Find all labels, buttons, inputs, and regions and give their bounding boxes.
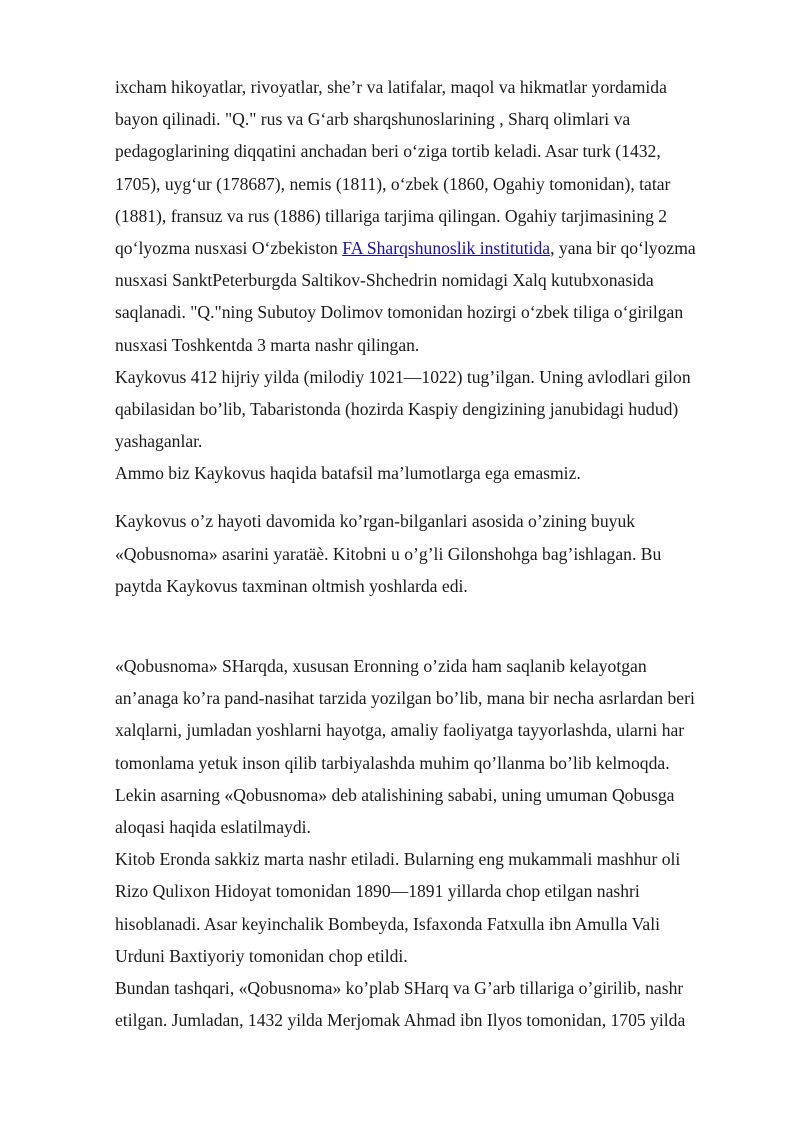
paragraph-qobusnoma-translations <box>115 71 740 361</box>
text-line: pedagoglarining diqqatini anchadan beri o‘ziga tortib keladi. Asar turk (1432, <box>115 141 661 162</box>
text-line: etilgan. Jumladan, 1432 yilda Merjomak Ahmad ibn Ilyos tomonidan, 1705 yilda <box>115 1010 686 1031</box>
text-line: ixcham hikoyatlar, rivoyatlar, she’r va latifalar, maqol va hikmatlar yordamida <box>115 77 667 97</box>
paragraph-qobusnoma-tradition <box>115 650 740 843</box>
text-line: Ammo biz Kaykovus haqida batafsil ma’lumotlarga ega emasmiz. <box>115 463 581 484</box>
text-line: tomonlama yetuk inson qilib tarbiyalashda muhim qo’llanma bo’lib kelmoqda. <box>115 752 670 773</box>
text-line: Kitob Eronda sakkiz marta nashr etiladi. Bularning eng mukammali mashhur oli <box>115 849 681 870</box>
text-line: saqlanadi. "Q."ning Subutoy Dolimov tomonidan hozirgi o‘zbek tiliga o‘girilgan <box>115 302 684 323</box>
text-line: Bundan tashqari, «Qobusnoma» ko’plab SHarq va G’arb tillariga o’girilib, nashr <box>115 977 684 998</box>
paragraph-other-translations <box>115 972 740 1036</box>
paragraph-kaykovus-life <box>115 505 740 602</box>
text-line: nusxasi SanktPeterburgda Saltikov-Shchedrin nomidagi Xalq kutubxonasida <box>115 270 654 291</box>
paragraph-iran-editions <box>115 843 740 972</box>
text-line: Kaykovus 412 hijriy yilda (milodiy 1021—1022) tug’ilgan. Uning avlodlari gilon <box>115 366 691 387</box>
text-line: bayon qilinadi. "Q." rus va G‘arb sharqshunoslarining , Sharq olimlari va <box>115 109 631 130</box>
text-line: Urduni Baxtiyoriy tomonidan chop etildi. <box>115 945 408 966</box>
text-line: Lekin asarning «Qobusnoma» deb atalishining sababi, uning umuman Qobusga <box>115 784 675 805</box>
text-line: xalqlarni, jumladan yoshlarni hayotga, amaliy faoliyatga tayyorlashda, ularni har <box>115 720 685 741</box>
text-line: yashaganlar. <box>115 431 203 452</box>
text-line: Rizo Qulixon Hidoyat tomonidan 1890—1891 yillarda chop etilgan nashri <box>115 881 640 902</box>
paragraph-kaykovus-birth <box>115 361 740 458</box>
paragraph-spacer <box>115 489 740 505</box>
text-line: paytda Kaykovus taxminan oltmish yoshlarda edi. <box>115 575 468 596</box>
text-segment: qo‘lyozma nusxasi O‘zbekiston <box>115 237 343 258</box>
text-line: Kaykovus o’z hayoti davomida ko’rgan-bilganlari asosida o’zining buyuk <box>115 511 636 532</box>
text-line: qabilasidan bo’lib, Tabaristonda (hozirda Kaspiy dengizining janubidagi hudud) <box>115 398 679 419</box>
text-line: hisoblanadi. Asar keyinchalik Bombeyda, Isfaxonda Fatxulla ibn Amulla Vali <box>115 913 660 934</box>
text-line: 1705), uyg‘ur (178687), nemis (1811), o‘zbek (1860, Ogahiy tomonidan), tatar <box>115 173 671 194</box>
text-segment: , yana bir qo‘lyozma <box>550 237 696 258</box>
text-line: aloqasi haqida eslatilmaydi. <box>115 816 311 837</box>
text-line: «Qobusnoma» asarini yaratäè. Kitobni u o’g’li Gilonshohga bag’ishlagan. Bu <box>115 543 662 564</box>
sharqshunoslik-institute-link[interactable]: FA Sharqshunoslik institutida <box>342 237 551 258</box>
text-line: an’anaga ko’ra pand-nasihat tarzida yozilgan bo’lib, mana bir necha asrlardan beri <box>115 688 695 709</box>
text-line-with-link <box>115 232 740 264</box>
text-line: (1881), fransuz va rus (1886) tillariga tarjima qilingan. Ogahiy tarjimasining 2 <box>115 205 668 226</box>
text-line: nusxasi Toshkentda 3 marta nashr qilingan. <box>115 334 420 355</box>
paragraph-spacer <box>115 602 740 650</box>
paragraph-kaykovus-info <box>115 457 740 489</box>
text-line: «Qobusnoma» SHarqda, xususan Eronning o’zida ham saqlanib kelayotgan <box>115 656 647 676</box>
